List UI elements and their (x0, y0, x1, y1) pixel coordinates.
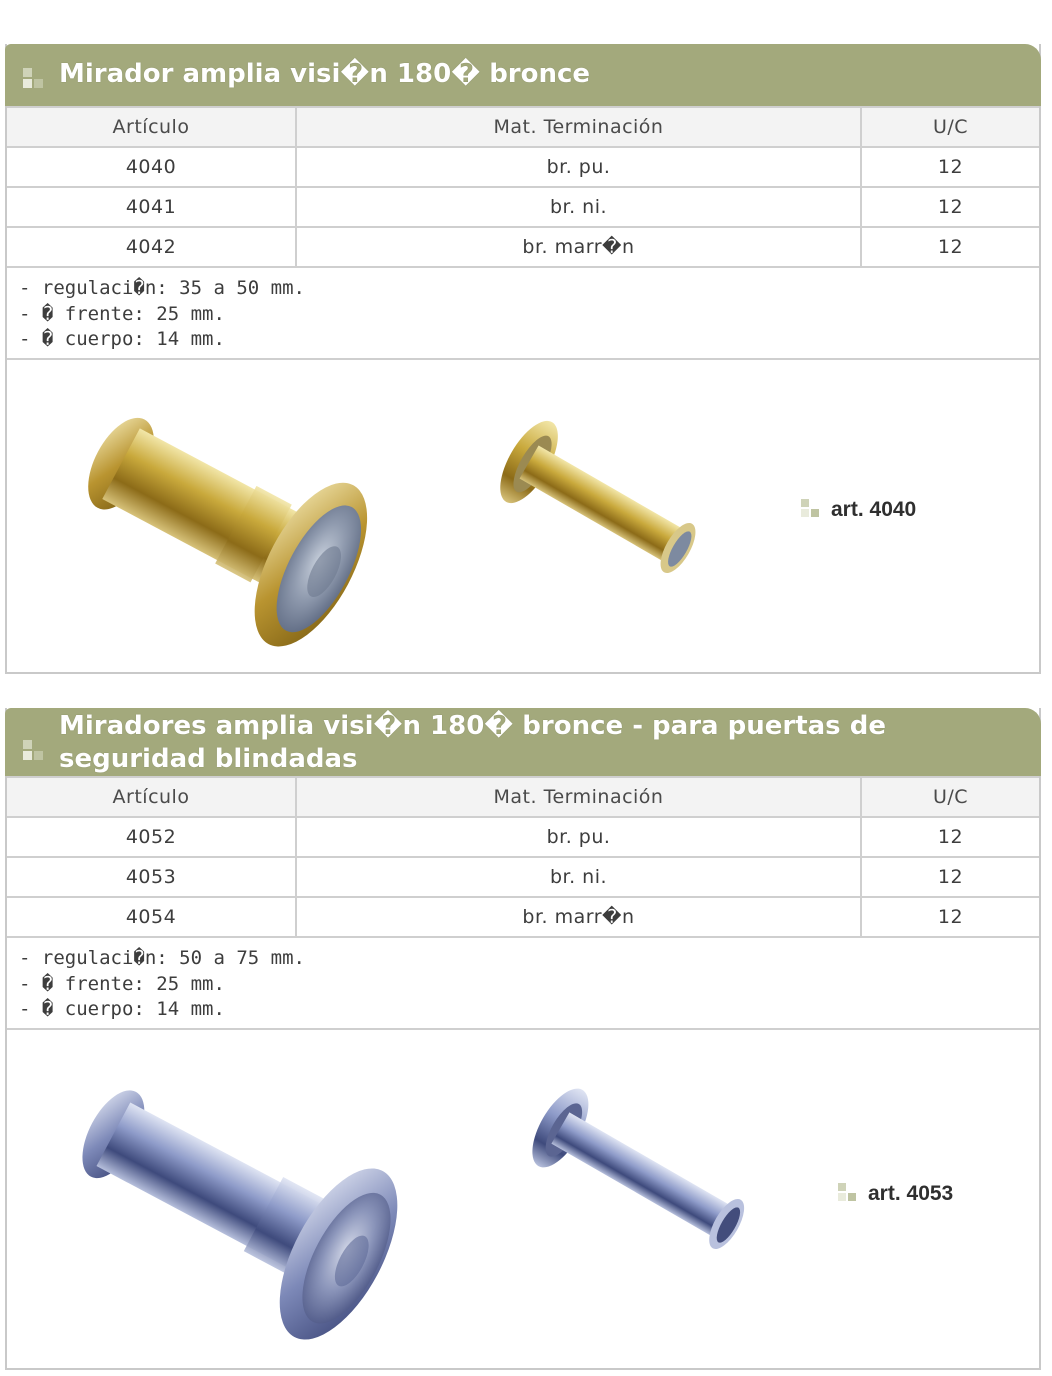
cell-uc: 12 (861, 897, 1039, 937)
cell-articulo: 4041 (7, 187, 296, 227)
column-header-articulo: Artículo (7, 777, 296, 817)
table-row (7, 817, 1039, 857)
table-header-row (7, 777, 1039, 817)
table-row (7, 227, 1039, 267)
cell-articulo: 4053 (7, 857, 296, 897)
product-table (7, 776, 1039, 938)
column-header-uc: U/C (861, 777, 1039, 817)
spec-line: - � cuerpo: 14 mm. (19, 328, 225, 350)
peephole-small-image (477, 412, 737, 602)
cell-uc: 12 (861, 817, 1039, 857)
section-title (5, 708, 1041, 776)
image-caption-text: art. 4040 (831, 498, 917, 521)
section-title-text: Mirador amplia visi�n 180� bronce (59, 59, 591, 89)
section-title-text: Miradores amplia visi�n 180� bronce - para puertas de seguridad blindadas (59, 711, 886, 774)
product-section-2 (5, 708, 1041, 1370)
spec-line: - regulaci�n: 50 a 75 mm. (19, 947, 305, 969)
cell-terminacion: br. marr�n (296, 897, 861, 937)
column-header-terminacion: Mat. Terminación (296, 777, 861, 817)
spec-notes (7, 938, 1039, 1030)
image-caption (838, 1182, 953, 1206)
peephole-small-image (507, 1078, 787, 1278)
cell-terminacion: br. pu. (296, 817, 861, 857)
spec-line: - � frente: 25 mm. (19, 972, 225, 995)
cell-terminacion: br. ni. (296, 187, 861, 227)
table-row (7, 897, 1039, 937)
column-header-articulo: Artículo (7, 107, 296, 147)
table-row (7, 187, 1039, 227)
bullet-squares-icon (23, 68, 45, 90)
product-table (7, 106, 1039, 268)
cell-uc: 12 (861, 857, 1039, 897)
peephole-large-image (47, 380, 427, 660)
image-caption-text: art. 4053 (868, 1182, 954, 1205)
cell-uc: 12 (861, 147, 1039, 187)
spec-line: - � frente: 25 mm. (19, 302, 225, 325)
cell-articulo: 4054 (7, 897, 296, 937)
cell-articulo: 4040 (7, 147, 296, 187)
bullet-squares-icon (838, 1183, 858, 1203)
section-title (5, 44, 1041, 106)
column-header-uc: U/C (861, 107, 1039, 147)
cell-articulo: 4042 (7, 227, 296, 267)
spec-line: - regulaci�n: 35 a 50 mm. (19, 277, 305, 299)
spec-line: - � cuerpo: 14 mm. (19, 998, 225, 1020)
bullet-squares-icon (801, 499, 821, 519)
cell-terminacion: br. ni. (296, 857, 861, 897)
cell-uc: 12 (861, 227, 1039, 267)
table-row (7, 147, 1039, 187)
image-caption (801, 498, 916, 522)
column-header-terminacion: Mat. Terminación (296, 107, 861, 147)
product-section-1 (5, 44, 1041, 674)
cell-terminacion: br. pu. (296, 147, 861, 187)
table-row (7, 857, 1039, 897)
table-header-row (7, 107, 1039, 147)
cell-articulo: 4052 (7, 817, 296, 857)
peephole-large-image (37, 1050, 457, 1350)
cell-terminacion: br. marr�n (296, 227, 861, 267)
spec-notes (7, 268, 1039, 360)
bullet-squares-icon (23, 740, 45, 762)
cell-uc: 12 (861, 187, 1039, 227)
